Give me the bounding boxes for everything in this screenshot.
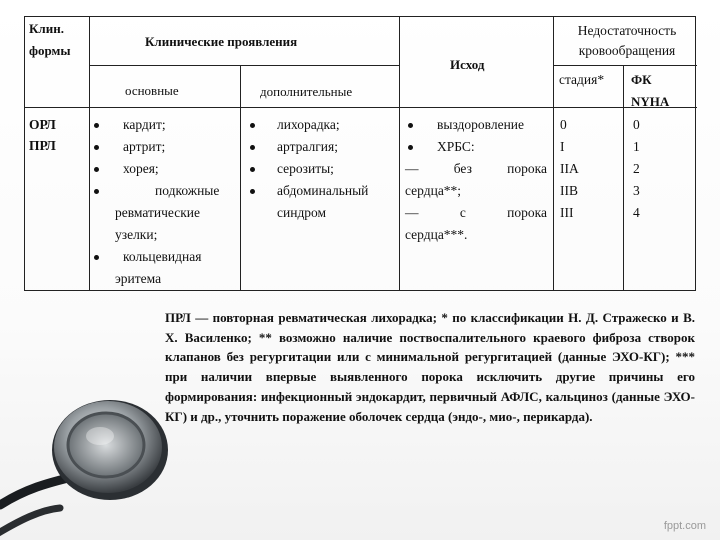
main-item: кардит; [123, 117, 166, 132]
additional-item: синдром [277, 205, 327, 220]
additional-item: абдоминальный [277, 183, 369, 198]
stage-value: IIA [560, 161, 579, 176]
stethoscope-icon [0, 330, 200, 540]
additional-item: артралгия; [277, 139, 338, 154]
stage-value: III [560, 205, 574, 220]
outcome-item: сердца**; [405, 183, 462, 198]
header-insufficiency: Недостаточность кровообращения [577, 23, 677, 58]
form-orl: ОРЛ [29, 117, 56, 132]
footnote-text: ПРЛ — повторная ревматическая лихорадка; * по классификации Н. Д. Стражеско и В. Х. Василенко; ** возможно наличие поствоспалительного краевого фиброза створок клапанов без регургитации или с минимальной регургитацией (данные ЭХО-КГ); *** при наличии впервые выявленного порока исключить другие причины его формирования: инфекционный эндокардит, первичный АФЛС, кальциноз (данные ЭХО-КГ) и др., уточнить поражение оболочек сердца (эндо-, мио-, перикарда). [165, 310, 695, 424]
header-clinical: Клинические проявления [145, 34, 298, 49]
header-forms: Клин. формы [29, 21, 71, 58]
stage-value: I [560, 139, 565, 154]
stage-value: IIB [560, 183, 578, 198]
header-outcome: Исход [450, 57, 485, 72]
fc-value: 4 [633, 205, 640, 220]
outcome-item: — с порока [405, 205, 547, 220]
form-prl: ПРЛ [29, 138, 56, 153]
main-item: кольцевидная [123, 249, 202, 264]
main-item: узелки; [115, 227, 158, 242]
additional-item: серозиты; [277, 161, 334, 176]
fc-value: 0 [633, 117, 640, 132]
stage-value: 0 [560, 117, 567, 132]
fc-value: 2 [633, 161, 640, 176]
fc-value: 3 [633, 183, 640, 198]
header-stage: стадия* [559, 72, 605, 87]
outcome-item: выздоровление [437, 117, 525, 132]
outcome-item: сердца***. [405, 227, 468, 242]
fc-value: 1 [633, 139, 640, 154]
brand-watermark: fppt.com [663, 520, 706, 532]
header-fc: ФК NYHA [631, 72, 670, 109]
outcome-item: — без порока [405, 161, 547, 176]
main-item: ревматические [115, 205, 200, 220]
main-item: хорея; [123, 161, 159, 176]
main-item: эритема [115, 271, 162, 286]
main-item: артрит; [123, 139, 166, 154]
outcome-item: ХРБС: [437, 139, 475, 154]
header-additional: дополнительные [260, 84, 353, 99]
additional-item: лихорадка; [277, 117, 340, 132]
main-item: подкожные [155, 183, 220, 198]
header-main: основные [125, 83, 179, 98]
classification-table [24, 16, 696, 291]
